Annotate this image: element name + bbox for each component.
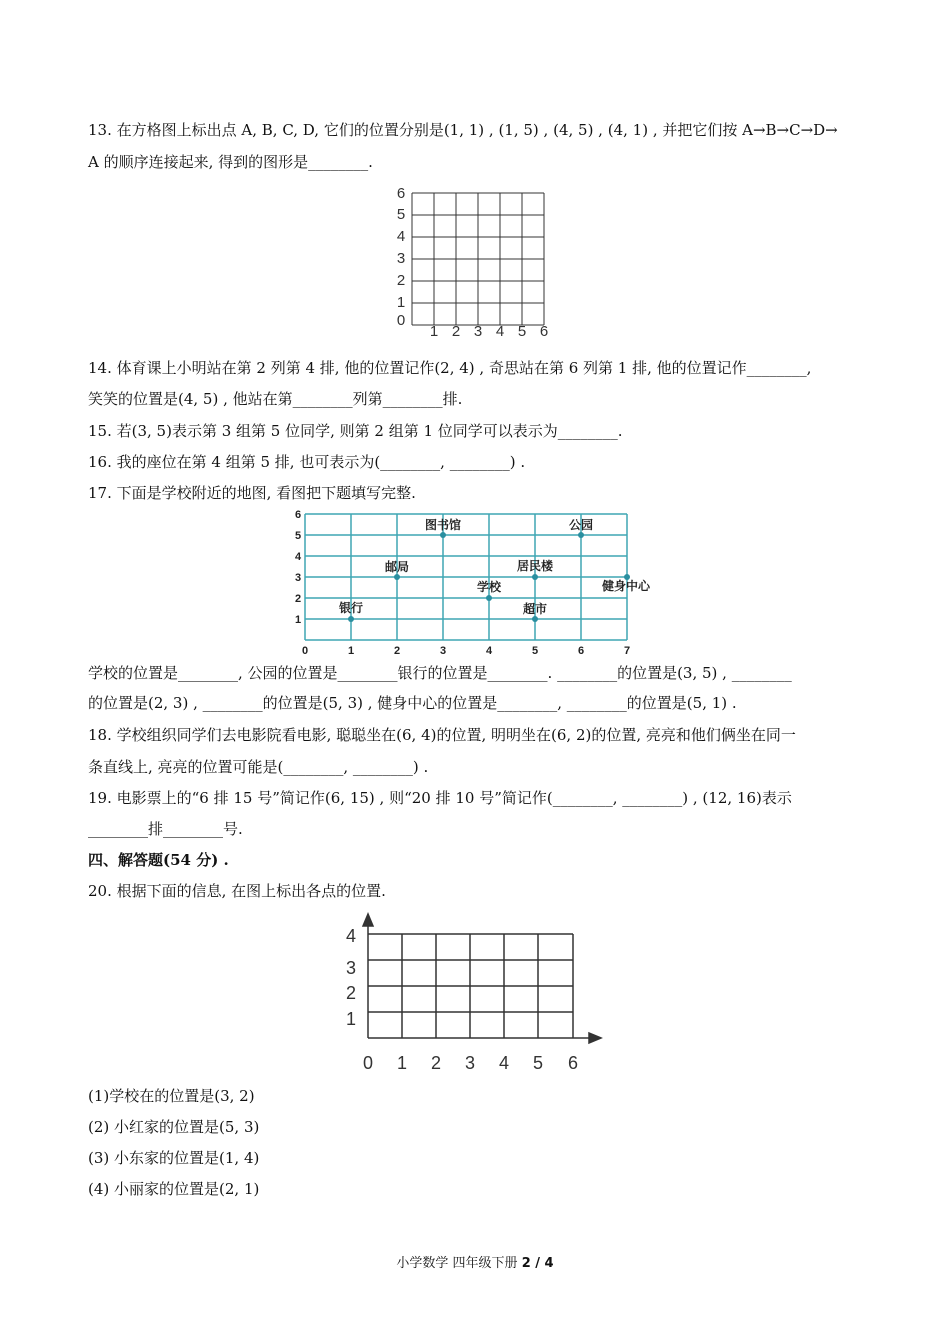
q13-xtick: 1	[429, 323, 439, 338]
section-heading: 四、解答题(54 分) .	[88, 851, 229, 869]
q17-ytick: 5	[294, 530, 302, 542]
q20-xtick: 1	[396, 1053, 408, 1073]
q17-ytick: 4	[294, 551, 302, 563]
q17-xtick: 3	[439, 645, 447, 657]
q17-ytick: 3	[294, 572, 302, 584]
q13-line2: A 的顺序连接起来, 得到的图形是________.	[88, 153, 373, 171]
q13-grid-lines	[412, 193, 544, 325]
q17-line2: 学校的位置是________, 公园的位置是________银行的位置是________. ________的位置是(3, 5) , ________	[88, 664, 792, 682]
q13-xtick: 5	[517, 323, 527, 338]
place-point-bank	[348, 616, 354, 622]
q17-ytick: 1	[294, 614, 302, 626]
q20-item: (2) 小红家的位置是(5, 3)	[88, 1118, 260, 1136]
q13-ytick: 3	[396, 250, 406, 267]
q20-xtick: 5	[532, 1053, 544, 1073]
place-label-supermarket: 超市	[522, 602, 548, 616]
place-label-park: 公园	[568, 518, 594, 532]
q20-grid	[335, 910, 615, 1075]
q17-xtick: 2	[393, 645, 401, 657]
q13-ytick: 4	[396, 228, 406, 245]
place-label-post-office: 邮局	[384, 560, 410, 574]
q20-ytick: 3	[345, 958, 357, 978]
q14-line2: 笑笑的位置是(4, 5) , 他站在第________列第________排.	[88, 390, 463, 408]
place-label-fitness-center: 健身中心	[601, 579, 651, 593]
q20-item: (3) 小东家的位置是(1, 4)	[88, 1149, 260, 1167]
q13-ytick: 2	[396, 272, 406, 289]
q20-item: (4) 小丽家的位置是(2, 1)	[88, 1180, 260, 1198]
q17-xtick: 4	[485, 645, 493, 657]
place-point-post-office	[394, 574, 400, 580]
q13-ytick: 5	[396, 206, 406, 223]
place-label-residential: 居民楼	[516, 559, 554, 573]
q17-line3: 的位置是(2, 3) , ________的位置是(5, 3) , 健身中心的位置是________, ________的位置是(5, 1) .	[88, 694, 737, 712]
footer-text: 小学数学 四年级下册	[396, 1256, 522, 1271]
q17-line1: 17. 下面是学校附近的地图, 看图把下题填写完整.	[88, 484, 416, 502]
q13-ytick: 1	[396, 294, 406, 311]
q16-line: 16. 我的座位在第 4 组第 5 排, 也可表示为(________, ________) .	[88, 453, 526, 471]
q20-xtick: 0	[362, 1053, 374, 1073]
q13-xtick: 3	[473, 323, 483, 338]
place-point-park	[578, 532, 584, 538]
page-number: 2 / 4	[521, 1256, 554, 1271]
q20-xtick: 6	[567, 1053, 579, 1073]
q13-line1: 13. 在方格图上标出点 A, B, C, D, 它们的位置分别是(1, 1) , (1, 5) , (4, 5) , (4, 1) , 并把它们按 A→B→C→D→	[88, 121, 838, 139]
place-point-supermarket	[532, 616, 538, 622]
q13-xtick: 6	[539, 323, 549, 338]
q17-ytick: 6	[294, 509, 302, 521]
q20-xtick: 3	[464, 1053, 476, 1073]
q17-xtick: 5	[531, 645, 539, 657]
q20-ytick: 1	[345, 1009, 357, 1029]
q13-xtick: 4	[495, 323, 505, 338]
q17-xtick: 0	[301, 645, 309, 657]
q13-ytick: 0	[396, 312, 406, 329]
q19-line2: ________排________号.	[88, 820, 243, 838]
q13-xtick: 2	[451, 323, 461, 338]
q20-item: (1)学校在的位置是(3, 2)	[88, 1087, 255, 1105]
q20-ytick: 2	[345, 983, 357, 1003]
q20-line1: 20. 根据下面的信息, 在图上标出各点的位置.	[88, 882, 386, 900]
q20-ytick: 4	[345, 926, 357, 946]
q17-xtick: 7	[623, 645, 631, 657]
place-label-school: 学校	[476, 580, 502, 594]
q20-grid-lines	[368, 934, 573, 1038]
place-label-bank: 银行	[338, 601, 364, 615]
place-point-school	[486, 595, 492, 601]
q17-ytick: 2	[294, 593, 302, 605]
q17-map-grid	[305, 514, 627, 640]
q18-line2: 条直线上, 亮亮的位置可能是(________, ________) .	[88, 758, 429, 776]
q20-xtick: 2	[430, 1053, 442, 1073]
q17-map	[290, 508, 660, 658]
q13-ytick: 6	[396, 185, 406, 202]
q18-line1: 18. 学校组织同学们去电影院看电影, 聪聪坐在(6, 4)的位置, 明明坐在(6, 2)的位置, 亮亮和他们俩坐在同一	[88, 726, 796, 744]
place-point-library	[440, 532, 446, 538]
page-footer	[0, 1252, 950, 1271]
place-point-residential	[532, 574, 538, 580]
q14-line1: 14. 体育课上小明站在第 2 列第 4 排, 他的位置记作(2, 4) , 奇思站在第 6 列第 1 排, 他的位置记作________,	[88, 359, 812, 377]
q17-xtick: 1	[347, 645, 355, 657]
q19-line1: 19. 电影票上的“6 排 15 号”简记作(6, 15) , 则“20 排 10 号”简记作(________, ________) , (12, 16)表示	[88, 789, 792, 807]
place-label-library: 图书馆	[424, 518, 462, 532]
q20-xtick: 4	[498, 1053, 510, 1073]
q15-line: 15. 若(3, 5)表示第 3 组第 5 位同学, 则第 2 组第 1 位同学可以表示为________.	[88, 422, 623, 440]
q17-xtick: 6	[577, 645, 585, 657]
q13-grid	[385, 183, 565, 338]
